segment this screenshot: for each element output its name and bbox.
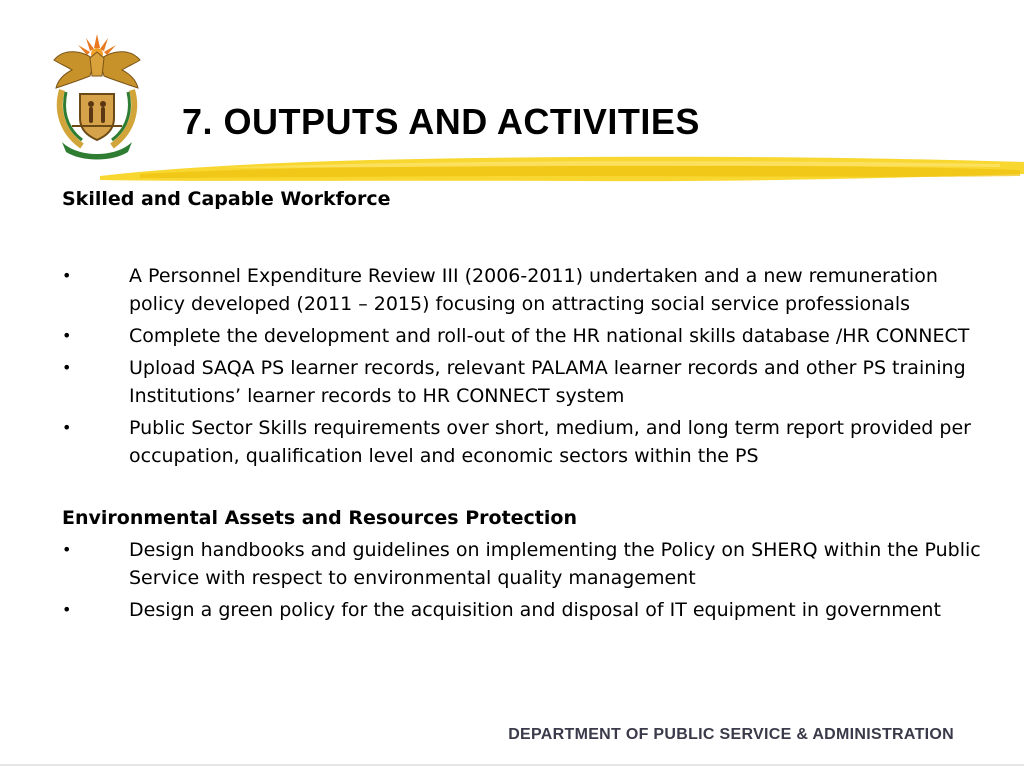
list-item — [62, 414, 982, 470]
bottom-divider — [0, 764, 1024, 766]
list-item-text: Upload SAQA PS learner records, relevant PALAMA learner records and other PS training Institutions’ learner records to HR CONNECT system — [129, 357, 966, 407]
bullet-list — [62, 262, 982, 470]
shield-icon — [80, 94, 114, 140]
list-item-text: Design handbooks and guidelines on implementing the Policy on SHERQ within the Public Service with respect to environmental quality management — [129, 539, 981, 589]
coat-of-arms-logo — [48, 30, 146, 160]
bullet-icon: • — [62, 540, 72, 559]
list-item — [62, 262, 982, 318]
slide-title: 7. OUTPUTS AND ACTIVITIES — [182, 101, 700, 142]
list-item — [62, 596, 982, 624]
list-item-text: Design a green policy for the acquisition and disposal of IT equipment in government — [129, 599, 941, 621]
list-item — [62, 322, 982, 350]
section-heading: Environmental Assets and Resources Protection — [62, 507, 577, 529]
section-heading: Skilled and Capable Workforce — [62, 188, 391, 210]
bullet-list — [62, 536, 982, 624]
list-item-text: Complete the development and roll-out of the HR national skills database /HR CONNECT — [129, 325, 970, 347]
list-item — [62, 354, 982, 410]
list-item — [62, 536, 982, 592]
bullet-icon: • — [62, 266, 72, 285]
yellow-brush-stroke — [100, 148, 1024, 188]
secretary-bird-wings-icon — [54, 52, 140, 88]
footer-department-name: DEPARTMENT OF PUBLIC SERVICE & ADMINISTRATION — [508, 726, 954, 743]
slide-body — [62, 186, 982, 628]
bullet-icon: • — [62, 358, 72, 377]
bullet-icon: • — [62, 326, 72, 345]
list-item-text: Public Sector Skills requirements over short, medium, and long term report provided per occupation, qualification level and economic sectors within the PS — [129, 417, 971, 467]
list-item-text: A Personnel Expenditure Review III (2006-2011) undertaken and a new remuneration policy developed (2011 – 2015) focusing on attracting social service professionals — [129, 265, 938, 315]
bullet-icon: • — [62, 600, 72, 619]
section-environmental-protection — [62, 505, 982, 624]
bullet-icon: • — [62, 418, 72, 437]
section-skilled-workforce — [62, 186, 982, 470]
